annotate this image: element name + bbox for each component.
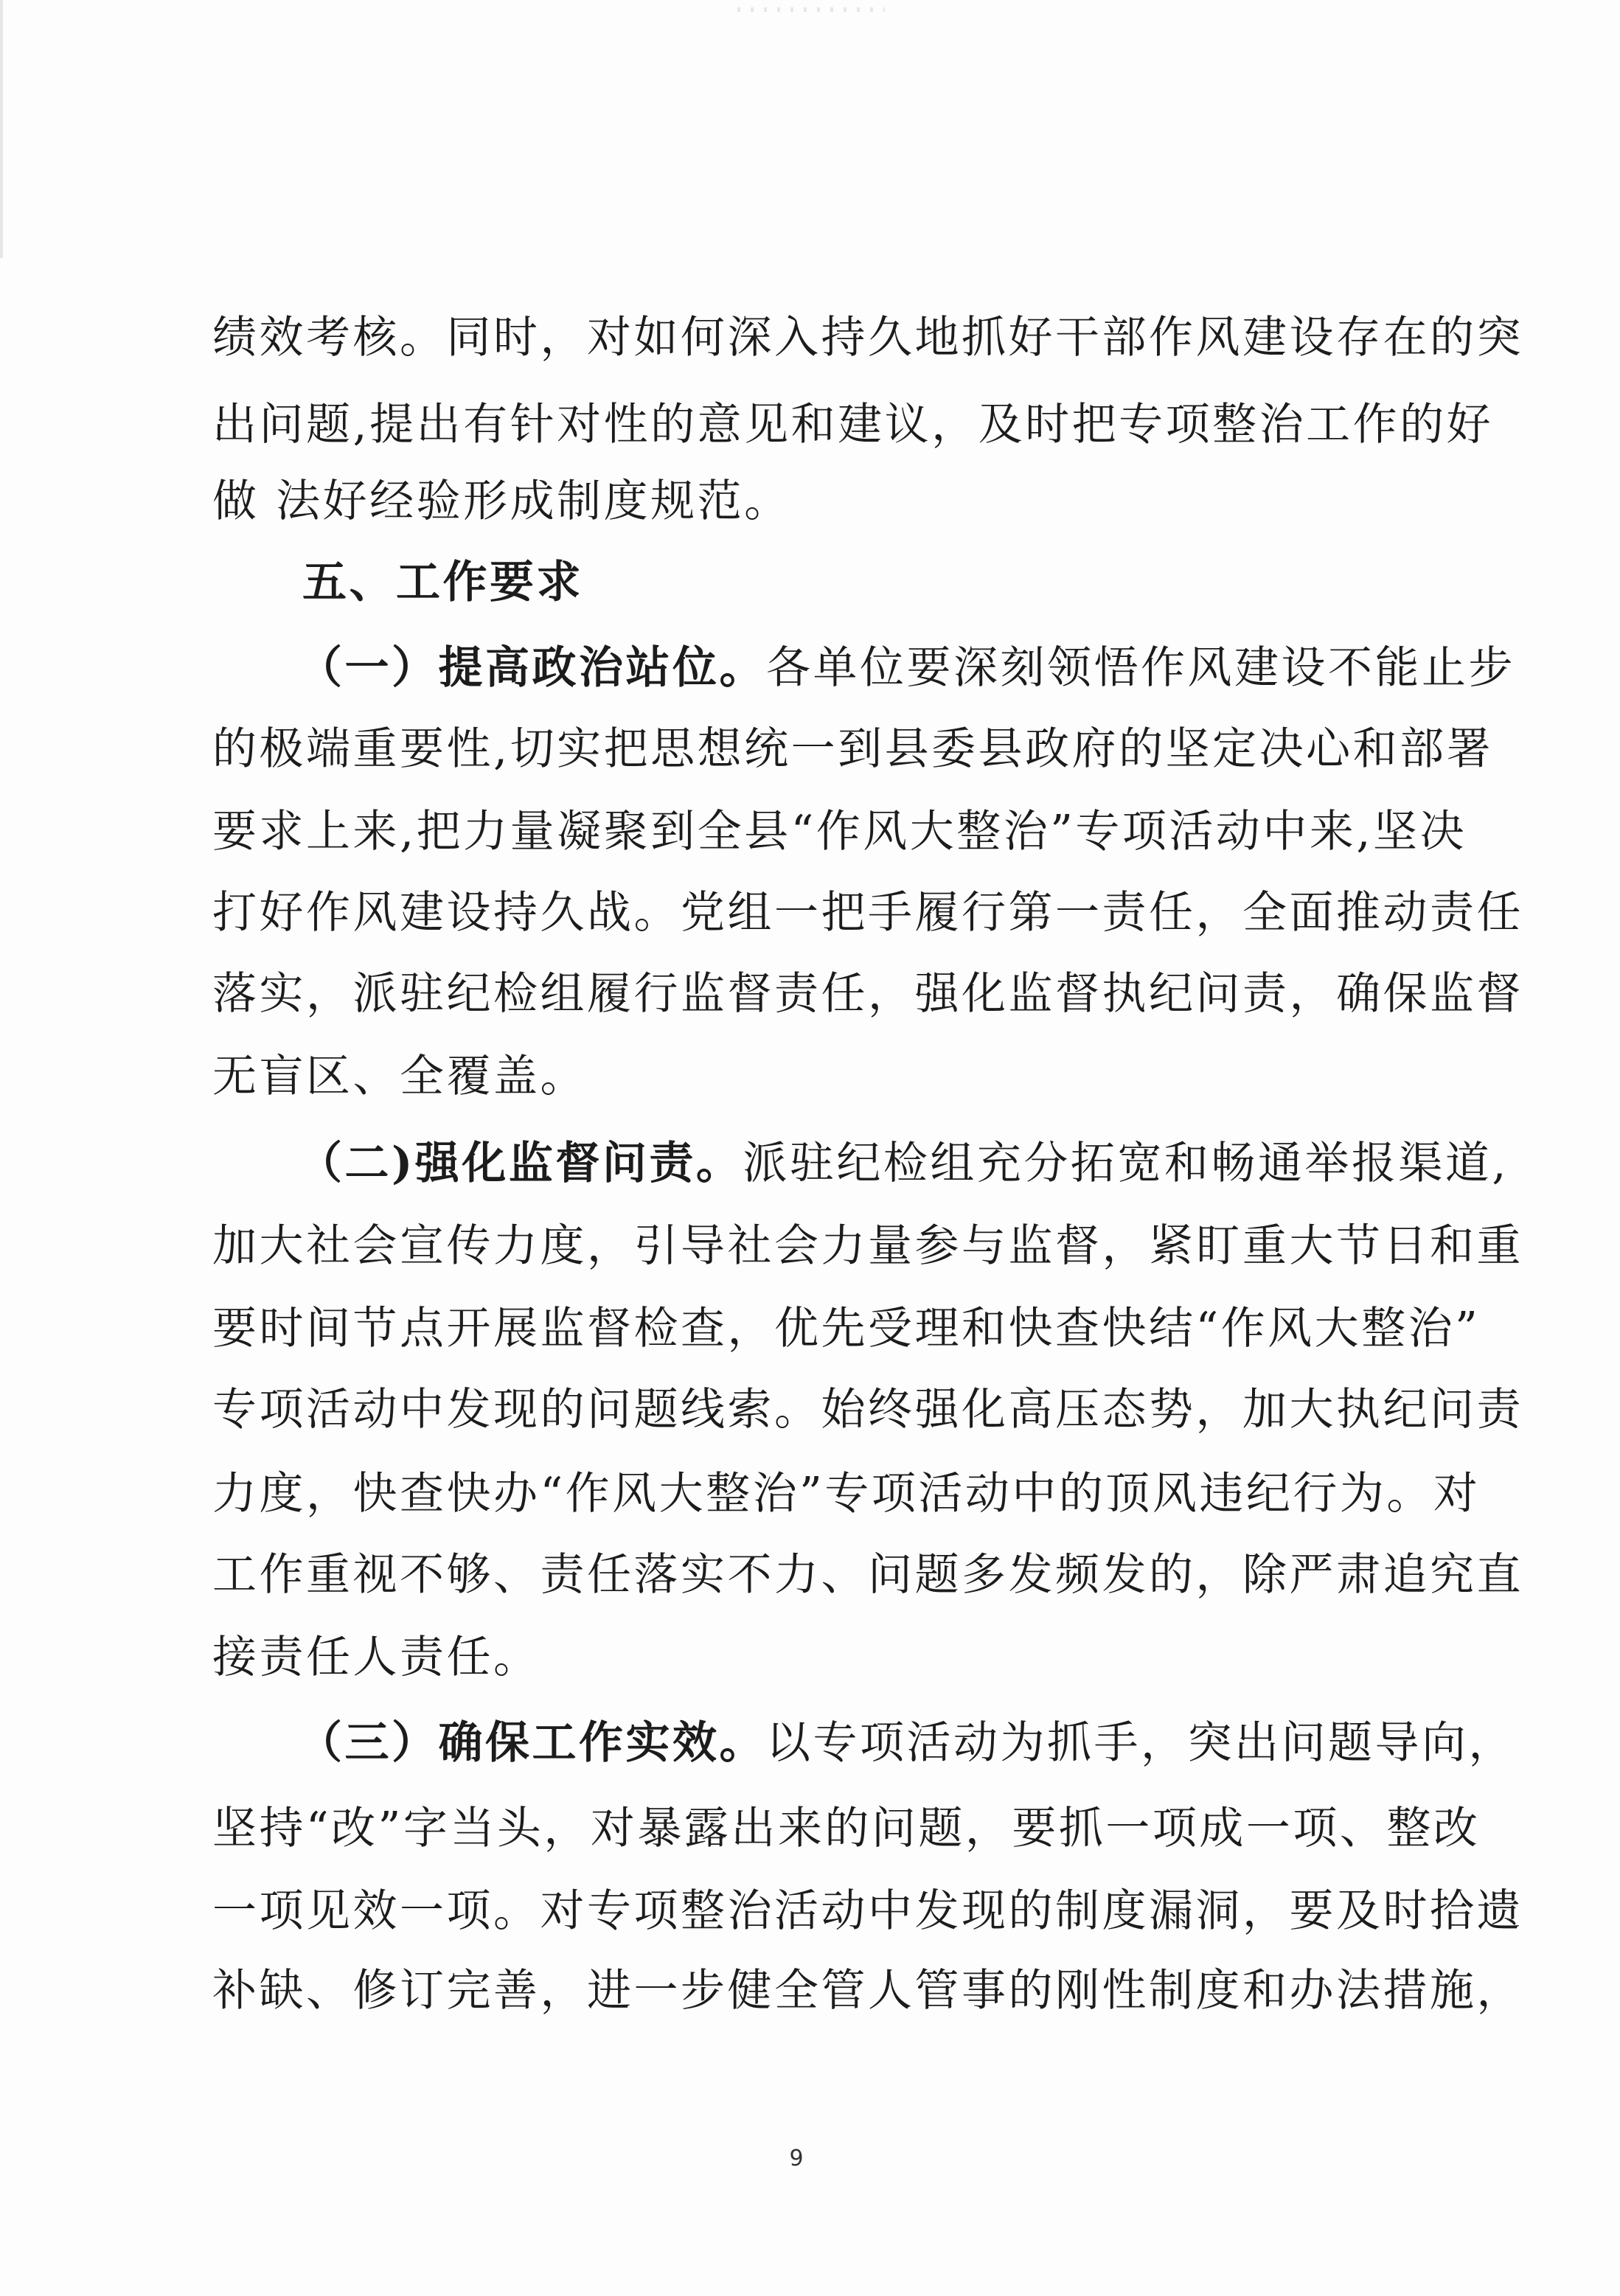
text-line: 的极端重要性,切实把思想统一到县委县政府的坚定决心和部署 (212, 723, 1494, 775)
scan-edge-mark (0, 0, 3, 258)
text-line: 力度，快查快办“作风大整治”专项活动中的顶风违纪行为。对 (212, 1468, 1481, 1520)
text-line: 接责任人责任。 (212, 1632, 540, 1683)
text-run: 各单位要深刻领悟作风建设不能止步 (766, 642, 1515, 694)
text-line: 打好作风建设持久战。党组一把手履行第一责任，全面推动责任 (212, 887, 1523, 939)
text-line: 要求上来,把力量凝聚到全县“作风大整治”专项活动中来,坚决 (212, 806, 1467, 857)
section-heading: 五、工作要求 (302, 557, 583, 608)
subsection-title: （二)强化监督问责。 (298, 1138, 743, 1189)
subsection-title: （三）确保工作实效。 (298, 1717, 766, 1769)
scan-artifact (737, 7, 885, 12)
text-line: 补缺、修订完善，进一步健全管人管事的刚性制度和办法措施， (212, 1965, 1523, 2017)
text-line: 一项见效一项。对专项整治活动中发现的制度漏洞，要及时拾遗 (212, 1885, 1523, 1937)
text-line (298, 1138, 1509, 1189)
text-line: 加大社会宣传力度，引导社会力量参与监督，紧盯重大节日和重 (212, 1220, 1523, 1272)
text-line (298, 642, 1515, 694)
text-line: 专项活动中发现的问题线索。始终强化高压态势，加大执纪问责 (212, 1384, 1523, 1436)
text-line (298, 1717, 1515, 1769)
text-line: 要时间节点开展监督检查，优先受理和快查快结“作风大整治” (212, 1303, 1481, 1354)
text-line: 出问题,提出有针对性的意见和建议，及时把专项整治工作的好 (212, 399, 1494, 450)
text-run: 以专项活动为抓手，突出问题导向， (766, 1717, 1515, 1769)
text-line: 绩效考核。同时，对如何深入持久地抓好干部作风建设存在的突 (212, 312, 1523, 363)
text-line: 落实，派驻纪检组履行监督责任，强化监督执纪问责，确保监督 (212, 968, 1523, 1020)
text-line: 做 法好经验形成制度规范。 (212, 476, 791, 527)
text-run: 派驻纪检组充分拓宽和畅通举报渠道, (743, 1138, 1509, 1189)
text-line: 工作重视不够、责任落实不力、问题多发频发的，除严肃追究直 (212, 1549, 1523, 1601)
subsection-title: （一）提高政治站位。 (298, 642, 766, 694)
text-line: 无盲区、全覆盖。 (212, 1051, 587, 1102)
text-line: 坚持“改”字当头，对暴露出来的问题，要抓一项成一项、整改 (212, 1803, 1481, 1854)
page-number: 9 (789, 2146, 804, 2171)
